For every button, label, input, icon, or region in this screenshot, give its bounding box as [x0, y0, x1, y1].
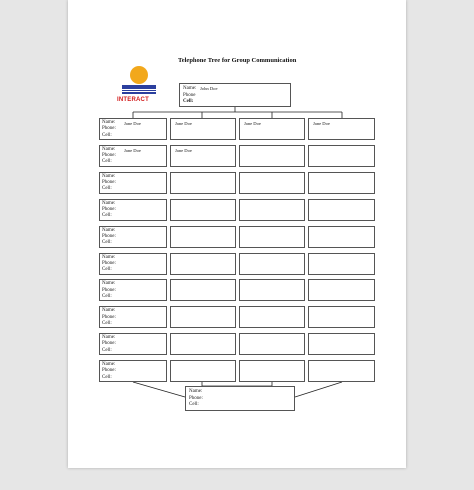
contact-box: [239, 360, 305, 382]
member-box: [99, 199, 167, 221]
contact-box: [308, 360, 375, 382]
contact-box: [308, 172, 375, 194]
contact-box: [170, 279, 236, 301]
contact-box: [170, 360, 236, 382]
contact-box: [308, 333, 375, 355]
contact-box: [239, 306, 305, 328]
member-box: [99, 360, 167, 382]
logo-text: INTERACT: [117, 97, 149, 103]
member-phone-label: Phone:: [102, 260, 116, 266]
member-phone-label: Phone:: [102, 126, 116, 132]
member-phone-label: Phone:: [102, 368, 116, 374]
member-box: [99, 226, 167, 248]
member-name-label: Name:: [102, 200, 116, 206]
root-name-label: Name:: [183, 86, 197, 91]
member-cell-label: Cell:: [102, 132, 112, 138]
contact-name-value: Jane Doe: [175, 147, 192, 153]
member-cell-label: Cell:: [102, 213, 112, 219]
root-phone-label: Phone: [183, 92, 196, 98]
member-phone-label: Phone:: [102, 180, 116, 186]
member-phone-label: Phone:: [102, 341, 116, 347]
contact-box: [239, 118, 305, 140]
member-cell-label: Cell:: [102, 159, 112, 165]
member-name-label: Name:: [102, 308, 116, 314]
member-phone-label: Phone:: [102, 206, 116, 212]
member-box: [99, 172, 167, 194]
contact-box: [170, 333, 236, 355]
bottom-cell-label: Cell:: [189, 402, 199, 408]
member-cell-label: Cell:: [102, 374, 112, 380]
member-cell-label: Cell:: [102, 293, 112, 299]
member-cell-label: Cell:: [102, 320, 112, 326]
contact-name-value: Jane Doe: [175, 121, 192, 126]
contact-box: [170, 172, 236, 194]
member-box: [99, 333, 167, 355]
contact-box: [170, 145, 236, 167]
bottom-contact-box: [185, 386, 295, 411]
member-name-label: Name:: [102, 281, 116, 287]
member-name-value: Jane Doe: [124, 147, 141, 153]
member-phone-label: Phone:: [102, 233, 116, 239]
contact-box: [308, 306, 375, 328]
member-name-label: Name:: [102, 362, 116, 368]
member-box: [99, 145, 167, 167]
member-name-label: Name:: [102, 120, 116, 125]
contact-box: [308, 253, 375, 275]
contact-box: [170, 118, 236, 140]
member-cell-label: Cell:: [102, 186, 112, 192]
contact-box: [308, 279, 375, 301]
document-title: Telephone Tree for Group Communication: [178, 57, 297, 64]
contact-box: [239, 253, 305, 275]
contact-box: [239, 199, 305, 221]
contact-box: [239, 172, 305, 194]
member-phone-label: Phone:: [102, 314, 116, 320]
member-box: [99, 279, 167, 301]
contact-box: [170, 199, 236, 221]
member-cell-label: Cell:: [102, 347, 112, 353]
member-name-label: Name:: [102, 254, 116, 260]
contact-name-value: Jane Doe: [313, 121, 330, 126]
contact-box: [239, 145, 305, 167]
root-contact-box: [179, 83, 291, 107]
member-box: [99, 118, 167, 140]
contact-box: [239, 226, 305, 248]
bottom-name-label: Name:: [189, 389, 203, 394]
member-cell-label: Cell:: [102, 267, 112, 273]
contact-box: [308, 118, 375, 140]
contact-box: [308, 226, 375, 248]
root-cell-label: Cell:: [183, 99, 194, 105]
member-phone-label: Phone:: [102, 287, 116, 293]
member-name-label: Name:: [102, 173, 116, 179]
contact-box: [170, 253, 236, 275]
contact-name-value: Jane Doe: [244, 121, 261, 126]
contact-box: [308, 199, 375, 221]
contact-box: [308, 145, 375, 167]
member-phone-label: Phone:: [102, 153, 116, 159]
contact-box: [170, 226, 236, 248]
member-box: [99, 253, 167, 275]
member-name-label: Name:: [102, 335, 116, 341]
member-name-label: Name:: [102, 227, 116, 233]
member-box: [99, 306, 167, 328]
root-name-value: John Doe: [200, 86, 218, 91]
member-name-value: Jane Doe: [124, 121, 141, 126]
bottom-phone-label: Phone:: [189, 395, 203, 401]
contact-box: [239, 333, 305, 355]
member-name-label: Name:: [102, 146, 116, 152]
contact-box: [239, 279, 305, 301]
member-cell-label: Cell:: [102, 240, 112, 246]
contact-box: [170, 306, 236, 328]
